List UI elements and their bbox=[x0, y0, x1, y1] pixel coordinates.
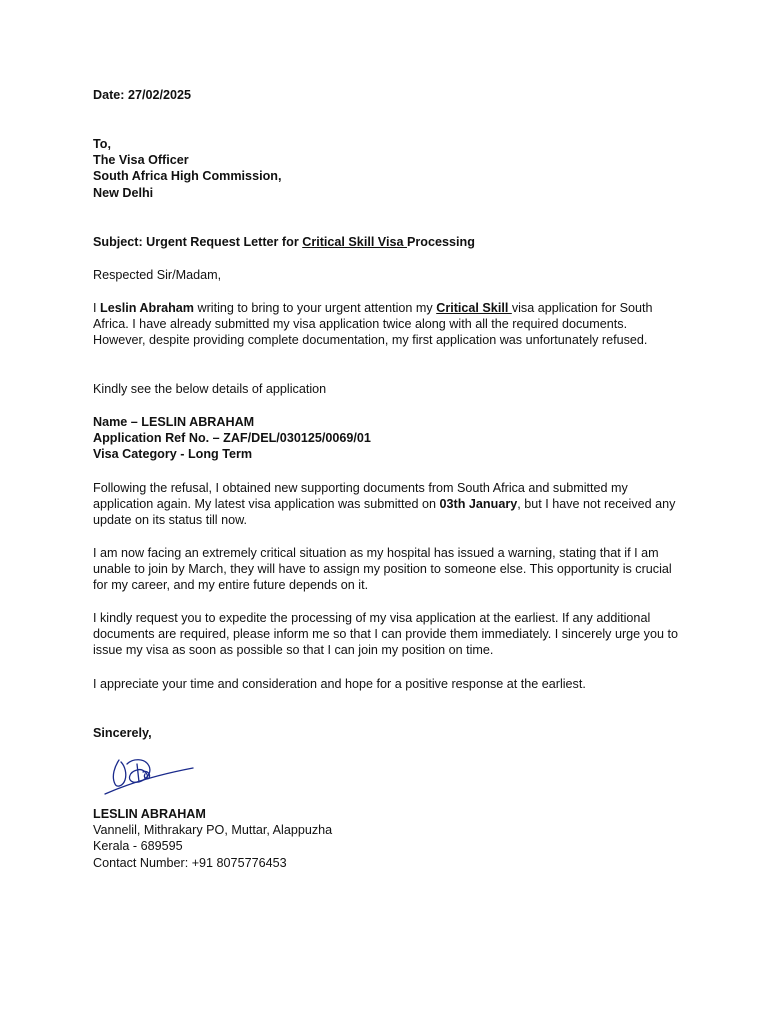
sender-address-2: Kerala - 689595 bbox=[93, 839, 183, 854]
recipient-city: New Delhi bbox=[93, 185, 154, 200]
detail-name: Name – LESLIN ABRAHAM bbox=[93, 415, 255, 429]
intro-text-1: I bbox=[93, 301, 100, 315]
intro-text-2: writing to bring to your urgent attention my bbox=[194, 301, 437, 315]
sender-name: LESLIN ABRAHAM bbox=[93, 807, 206, 821]
recipient-to: To, bbox=[93, 137, 111, 151]
signature-stroke-5 bbox=[105, 768, 193, 794]
paragraph-appreciation: I appreciate your time and consideration and hope for a positive response at the earliest. bbox=[93, 677, 586, 691]
signature-image bbox=[103, 752, 195, 800]
intro-text-3: visa application for South Africa. I have already submitted my visa application twice along with all the required documents. However, despite providing complete documentation, my first application was unfortunately refused. bbox=[93, 301, 653, 348]
paragraph-details-intro: Kindly see the below details of application bbox=[93, 382, 327, 396]
intro-highlight: Critical Skill bbox=[436, 301, 512, 315]
intro-name: Leslin Abraham bbox=[100, 301, 195, 315]
paragraph-request: I kindly request you to expedite the processing of my visa application at the earliest. If any additional documents are required, please inform me so that I can provide them immediately. I sincerely urge you to issue my visa as soon as possible so that I can join my position on time. bbox=[93, 611, 678, 658]
resubmission-date: 03th January bbox=[439, 497, 518, 512]
closing: Sincerely, bbox=[93, 726, 152, 740]
subject-prefix: Subject: Urgent Request Letter for bbox=[93, 235, 303, 249]
recipient-office: South Africa High Commission, bbox=[93, 169, 282, 184]
sender-contact: Contact Number: +91 8075776453 bbox=[93, 855, 287, 870]
sender-address-1: Vannelil, Mithrakary PO, Muttar, Alappuzha bbox=[93, 823, 333, 838]
recipient-block bbox=[93, 136, 678, 201]
recipient-title: The Visa Officer bbox=[93, 153, 189, 168]
signature-stroke-1 bbox=[113, 760, 125, 786]
sender-block bbox=[93, 806, 678, 871]
paragraph-resubmission bbox=[93, 480, 678, 529]
detail-ref: Application Ref No. – ZAF/DEL/030125/0069/01 bbox=[93, 431, 371, 446]
subject-line bbox=[93, 234, 678, 250]
detail-category: Visa Category - Long Term bbox=[93, 447, 253, 462]
paragraph-situation: I am now facing an extremely critical situation as my hospital has issued a warning, stating that if I am unable to join by March, they will have to assign my position to someone else. This opportunity is crucial for my career, and my entire future depends on it. bbox=[93, 546, 672, 593]
subject-suffix: Processing bbox=[407, 235, 475, 249]
paragraph-intro bbox=[93, 300, 678, 349]
salutation: Respected Sir/Madam, bbox=[93, 268, 222, 282]
resubmission-text-2: , but I have not received any update on its status till now. bbox=[93, 497, 676, 528]
subject-underlined: Critical Skill Visa bbox=[302, 235, 407, 249]
letter-date: Date: 27/02/2025 bbox=[93, 88, 192, 102]
signature-stroke-3 bbox=[137, 764, 139, 782]
application-details bbox=[93, 414, 678, 463]
resubmission-text-1: Following the refusal, I obtained new supporting documents from South Africa and submitted my application again. My latest visa application was submitted on bbox=[93, 481, 628, 512]
